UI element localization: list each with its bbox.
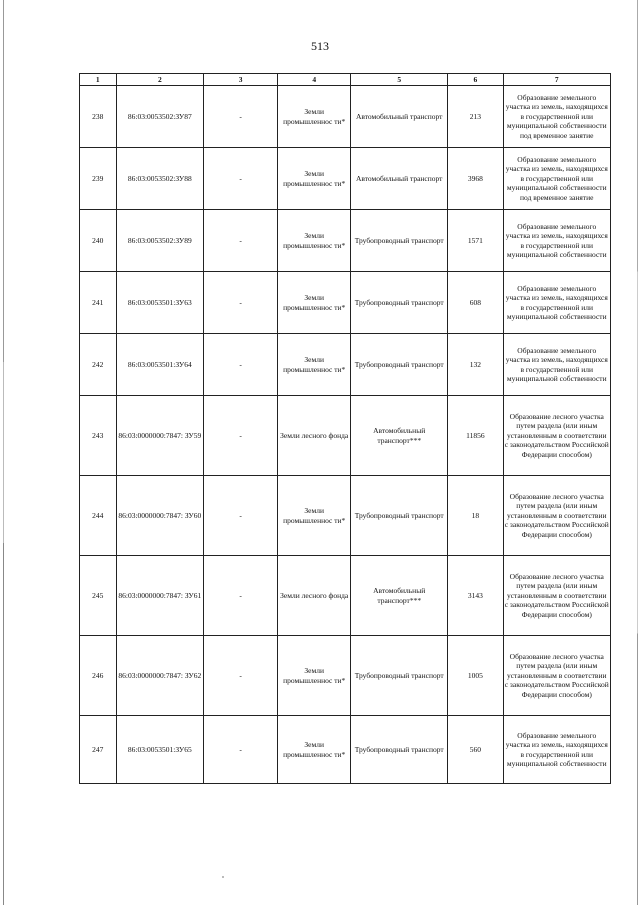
cadastral-number: 86:03:0000000:7847: ЗУ59: [116, 396, 204, 476]
column-3-value: -: [204, 476, 278, 556]
table-header-row: [80, 74, 611, 86]
row-number: 240: [80, 210, 117, 272]
header-col-5: 5: [351, 74, 448, 86]
row-number: 247: [80, 716, 117, 784]
column-3-value: -: [204, 272, 278, 334]
formation-method: Образование земельного участка из земель, находящихся в государственной или муниципальной собственности: [503, 334, 611, 396]
column-3-value: -: [204, 334, 278, 396]
header-col-4: 4: [278, 74, 351, 86]
column-3-value: -: [204, 86, 278, 148]
header-col-3: 3: [204, 74, 278, 86]
header-col-6: 6: [448, 74, 503, 86]
area-value: 1571: [448, 210, 503, 272]
formation-method: Образование земельного участка из земель, находящихся в государственной или муниципальной собственности под временное занятие: [503, 148, 611, 210]
area-value: 560: [448, 716, 503, 784]
permitted-use: Трубопроводный транспорт: [351, 476, 448, 556]
formation-method: Образование лесного участка путем раздела (или иным установленным в соответствии с законодательством Российской Федерации способом): [503, 396, 611, 476]
permitted-use: Трубопроводный транспорт: [351, 210, 448, 272]
land-category: Земли промышленнос ти*: [278, 272, 351, 334]
permitted-use: Трубопроводный транспорт: [351, 636, 448, 716]
table-row: [80, 210, 611, 272]
cadastral-number: 86:03:0053501:ЗУ63: [116, 272, 204, 334]
area-value: 608: [448, 272, 503, 334]
land-category: Земли промышленнос ти*: [278, 636, 351, 716]
land-category: Земли промышленнос ти*: [278, 716, 351, 784]
land-category: Земли промышленнос ти*: [278, 86, 351, 148]
column-3-value: -: [204, 210, 278, 272]
formation-method: Образование земельного участка из земель, находящихся в государственной или муниципальной собственности: [503, 210, 611, 272]
formation-method: Образование земельного участка из земель, находящихся в государственной или муниципальной собственности: [503, 272, 611, 334]
row-number: 241: [80, 272, 117, 334]
cadastral-number: 86:03:0000000:7847: ЗУ60: [116, 476, 204, 556]
permitted-use: Автомобильный транспорт: [351, 86, 448, 148]
cadastral-number: 86:03:0053502:ЗУ89: [116, 210, 204, 272]
table-row: [80, 636, 611, 716]
column-3-value: -: [204, 148, 278, 210]
table-row: [80, 556, 611, 636]
header-col-1: 1: [80, 74, 117, 86]
formation-method: Образование лесного участка путем раздела (или иным установленным в соответствии с законодательством Российской Федерации способом): [503, 556, 611, 636]
land-category: Земли промышленнос ти*: [278, 476, 351, 556]
permitted-use: Трубопроводный транспорт: [351, 716, 448, 784]
area-value: 3968: [448, 148, 503, 210]
table-row: [80, 396, 611, 476]
table-row: [80, 334, 611, 396]
row-number: 239: [80, 148, 117, 210]
area-value: 132: [448, 334, 503, 396]
column-3-value: -: [204, 636, 278, 716]
land-category: Земли промышленнос ти*: [278, 334, 351, 396]
row-number: 246: [80, 636, 117, 716]
area-value: 11856: [448, 396, 503, 476]
formation-method: Образование земельного участка из земель, находящихся в государственной или муниципальной собственности под временное занятие: [503, 86, 611, 148]
column-3-value: -: [204, 396, 278, 476]
area-value: 3143: [448, 556, 503, 636]
row-number: 242: [80, 334, 117, 396]
land-plots-table: [79, 73, 611, 784]
table-row: [80, 476, 611, 556]
row-number: 238: [80, 86, 117, 148]
formation-method: Образование лесного участка путем раздела (или иным установленным в соответствии с законодательством Российской Федерации способом): [503, 476, 611, 556]
scan-edge-right: [637, 0, 638, 905]
table-row: [80, 272, 611, 334]
formation-method: Образование земельного участка из земель, находящихся в государственной или муниципальной собственности: [503, 716, 611, 784]
page-number: 513: [311, 39, 329, 53]
land-category: Земли лесного фонда: [278, 396, 351, 476]
scan-edge-left: [3, 0, 4, 905]
permitted-use: Трубопроводный транспорт: [351, 334, 448, 396]
cadastral-number: 86:03:0000000:7847: ЗУ61: [116, 556, 204, 636]
column-3-value: -: [204, 716, 278, 784]
permitted-use: Автомобильный транспорт***: [351, 556, 448, 636]
land-category: Земли промышленнос ти*: [278, 210, 351, 272]
area-value: 213: [448, 86, 503, 148]
cadastral-number: 86:03:0053501:ЗУ64: [116, 334, 204, 396]
area-value: 1005: [448, 636, 503, 716]
area-value: 18: [448, 476, 503, 556]
permitted-use: Автомобильный транспорт***: [351, 396, 448, 476]
cadastral-number: 86:03:0000000:7847: ЗУ62: [116, 636, 204, 716]
permitted-use: Трубопроводный транспорт: [351, 272, 448, 334]
table-row: [80, 716, 611, 784]
table-row: [80, 148, 611, 210]
scan-speck: [222, 876, 224, 878]
land-category: Земли промышленнос ти*: [278, 148, 351, 210]
cadastral-number: 86:03:0053502:ЗУ88: [116, 148, 204, 210]
permitted-use: Автомобильный транспорт: [351, 148, 448, 210]
row-number: 243: [80, 396, 117, 476]
column-3-value: -: [204, 556, 278, 636]
table-row: [80, 86, 611, 148]
row-number: 244: [80, 476, 117, 556]
land-category: Земли лесного фонда: [278, 556, 351, 636]
row-number: 245: [80, 556, 117, 636]
header-col-7: 7: [503, 74, 611, 86]
cadastral-number: 86:03:0053502:ЗУ87: [116, 86, 204, 148]
formation-method: Образование лесного участка путем раздела (или иным установленным в соответствии с законодательством Российской Федерации способом): [503, 636, 611, 716]
header-col-2: 2: [116, 74, 204, 86]
cadastral-number: 86:03:0053501:ЗУ65: [116, 716, 204, 784]
